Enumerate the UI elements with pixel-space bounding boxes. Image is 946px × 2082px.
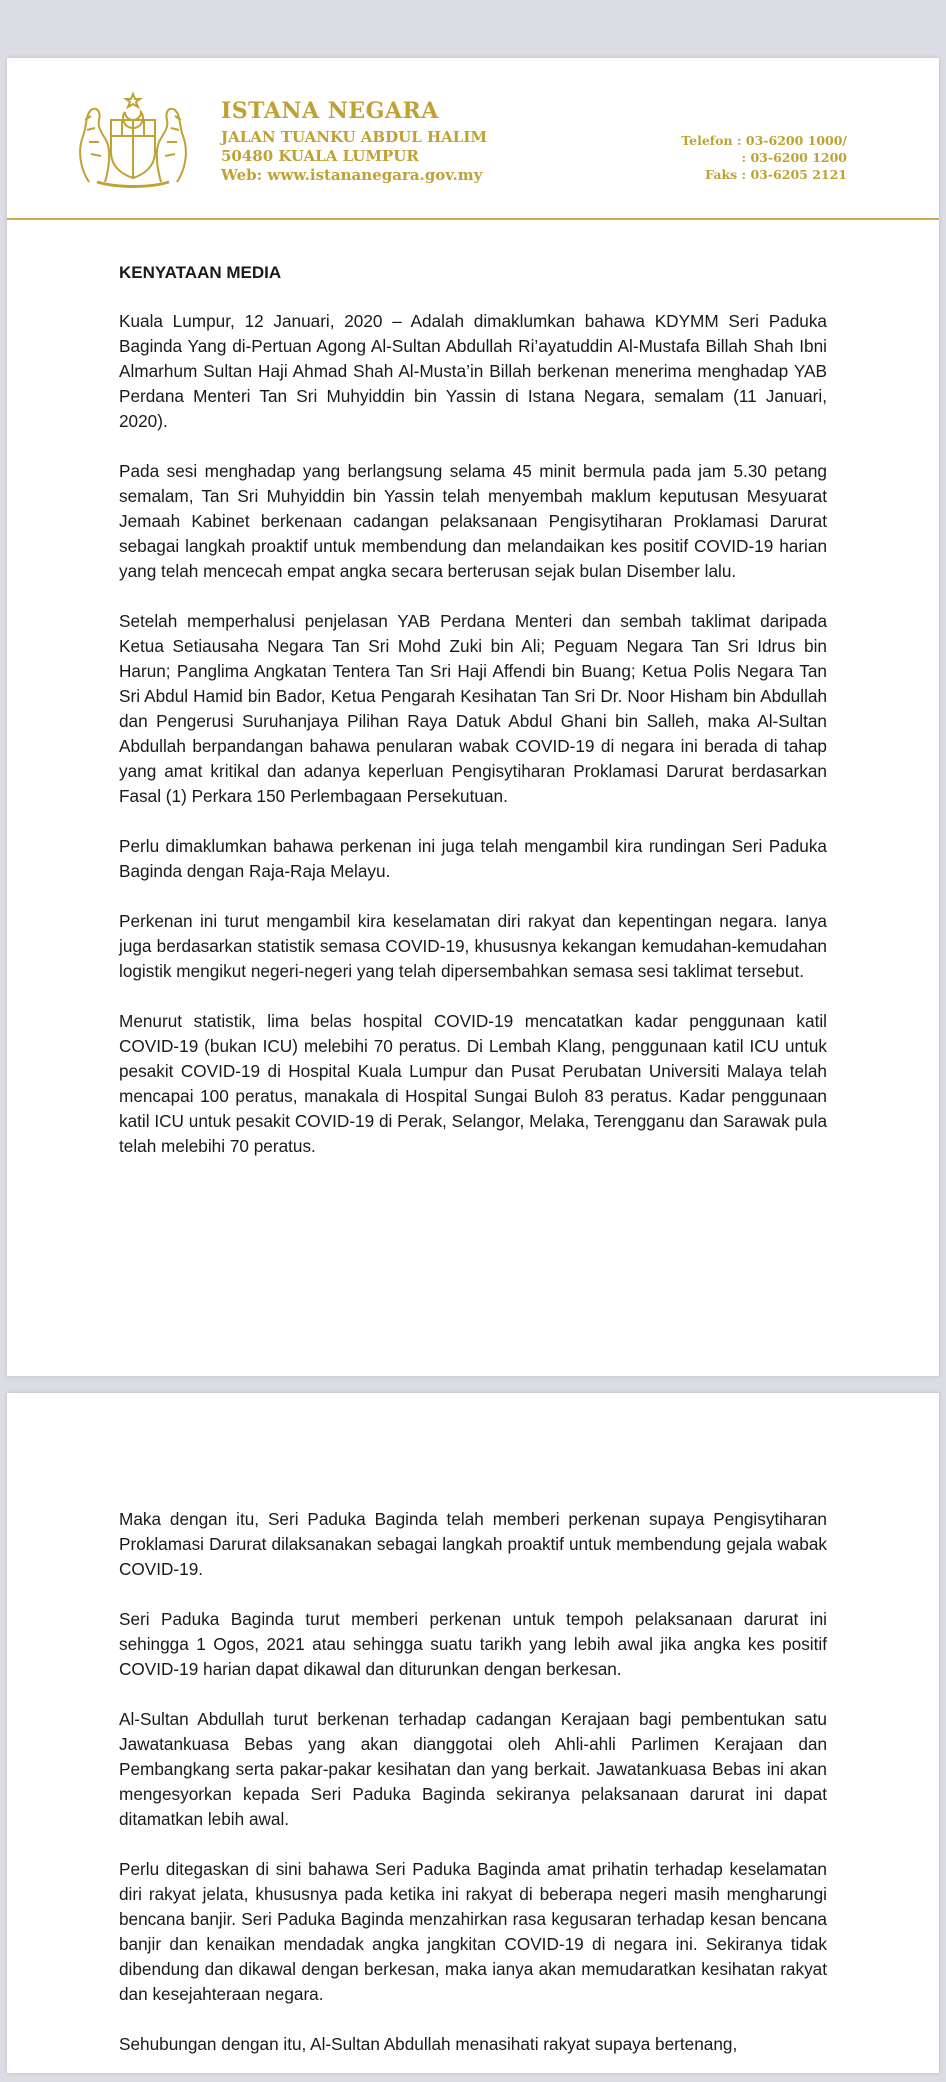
paragraph: Perkenan ini turut mengambil kira keselamatan diri rakyat dan kepentingan negara. Ianya juga berdasarkan statistik semasa COVID-19, khususnya kekangan kemudahan-kemudahan logistik mengikut negeri-negeri yang telah dipersembahkan semasa sesi taklimat tersebut.: [119, 911, 827, 981]
paragraph: Perlu dimaklumkan bahawa perkenan ini juga telah mengambil kira rundingan Seri Paduka Baginda dengan Raja-Raja Melayu.: [119, 836, 827, 881]
royal-crest-logo: [67, 90, 199, 190]
letterhead-address-block: [221, 98, 487, 185]
letterhead-title: ISTANA NEGARA: [221, 98, 439, 124]
letterhead-contact-block: [681, 132, 847, 183]
document-page-2: [7, 1393, 939, 2073]
paragraph: Pada sesi menghadap yang berlangsung selama 45 minit bermula pada jam 5.30 petang semalam, Tan Sri Muhyiddin bin Yassin telah menyembah maklum keputusan Mesyuarat Jemaah Kabinet berkenaan cadangan pelaksanaan Pengisytiharan Proklamasi Darurat sebagai langkah proaktif untuk membendung dan melandaikan kes positif COVID-19 harian yang telah mencecah empat angka secara berterusan sejak bulan Disember lalu.: [119, 461, 827, 581]
phone-line-1: Telefon : 03-6200 1000/: [681, 133, 847, 148]
document-heading: KENYATAAN MEDIA: [119, 263, 282, 282]
paragraph: Perlu ditegaskan di sini bahawa Seri Paduka Baginda amat prihatin terhadap keselamatan diri rakyat jelata, khususnya pada ketika ini rakyat di beberapa negeri masih mengharungi bencana banjir. Seri Paduka Baginda menzahirkan rasa kegusaran terhadap kesan bencana banjir dan kenaikan mendadak angka jangkitan COVID-19 di negara ini. Sekiranya tidak dibendung dan dikawal dengan berkesan, maka ianya akan memudaratkan kesihatan rakyat dan kesejahteraan negara.: [119, 1859, 827, 2004]
document-page-1: [7, 58, 939, 1376]
paragraph: Maka dengan itu, Seri Paduka Baginda telah memberi perkenan supaya Pengisytiharan Proklamasi Darurat dilaksanakan sebagai langkah proaktif untuk membendung gejala wabak COVID-19.: [119, 1509, 827, 1579]
paragraph: Kuala Lumpur, 12 Januari, 2020 – Adalah dimaklumkan bahawa KDYMM Seri Paduka Baginda Yang di-Pertuan Agong Al-Sultan Abdullah Ri’ayatuddin Al-Mustafa Billah Shah Ibni Almarhum Sultan Haji Ahmad Shah Al-Musta’in Billah berkenan menerima menghadap YAB Perdana Menteri Tan Sri Muhyiddin bin Yassin di Istana Negara, semalam (11 Januari, 2020).: [119, 311, 827, 431]
phone-line-2: : 03-6200 1200: [741, 150, 847, 165]
paragraph: Sehubungan dengan itu, Al-Sultan Abdullah menasihati rakyat supaya bertenang,: [119, 2034, 738, 2054]
paragraph: Seri Paduka Baginda turut memberi perkenan untuk tempoh pelaksanaan darurat ini sehingga 1 Ogos, 2021 atau sehingga suatu tarikh yang lebih awal jika angka kes positif COVID-19 harian dapat dikawal dan diturunkan dengan berkesan.: [119, 1609, 827, 1679]
paragraph: Setelah memperhalusi penjelasan YAB Perdana Menteri dan sembah taklimat daripada Ketua Setiausaha Negara Tan Sri Mohd Zuki bin Ali; Peguam Negara Tan Sri Idrus bin Harun; Panglima Angkatan Tentera Tan Sri Haji Affendi bin Buang; Ketua Polis Negara Tan Sri Abdul Hamid bin Bador, Ketua Pengarah Kesihatan Tan Sri Dr. Noor Hisham bin Abdullah dan Pengerusi Suruhanjaya Pilihan Raya Datuk Abdul Ghani bin Salleh, maka Al-Sultan Abdullah berpandangan bahawa penularan wabak COVID-19 di negara ini berada di tahap yang amat kritikal dan adanya keperluan Pengisytiharan Proklamasi Darurat berdasarkan Fasal (1) Perkara 150 Perlembagaan Persekutuan.: [119, 611, 827, 806]
page-1-body: [119, 263, 827, 1184]
letterhead: [7, 58, 939, 220]
fax-line: Faks : 03-6205 2121: [705, 167, 847, 182]
website-line: Web: www.istananegara.gov.my: [221, 166, 483, 184]
paragraph: Al-Sultan Abdullah turut berkenan terhadap cadangan Kerajaan bagi pembentukan satu Jawatankuasa Bebas yang akan dianggotai oleh Ahli-ahli Parlimen Kerajaan dan Pembangkang serta pakar-pakar kesihatan dan yang berkait. Jawatankuasa Bebas ini akan mengesyorkan kepada Seri Paduka Baginda sekiranya pelaksanaan darurat ini dapat ditamatkan lebih awal.: [119, 1709, 827, 1829]
page-2-body: [119, 1507, 827, 2082]
address-line-1: JALAN TUANKU ABDUL HALIM: [221, 128, 487, 146]
paragraph: Menurut statistik, lima belas hospital COVID-19 mencatatkan kadar penggunaan katil COVID-19 (bukan ICU) melebihi 70 peratus. Di Lembah Klang, penggunaan katil ICU untuk pesakit COVID-19 di Hospital Kuala Lumpur dan Pusat Perubatan Universiti Malaya telah mencapai 100 peratus, manakala di Hospital Sungai Buloh 83 peratus. Kadar penggunaan katil ICU untuk pesakit COVID-19 di Perak, Selangor, Melaka, Terengganu dan Sarawak pula telah melebihi 70 peratus.: [119, 1011, 827, 1156]
address-line-2: 50480 KUALA LUMPUR: [221, 147, 419, 165]
letterhead-divider: [7, 218, 939, 220]
